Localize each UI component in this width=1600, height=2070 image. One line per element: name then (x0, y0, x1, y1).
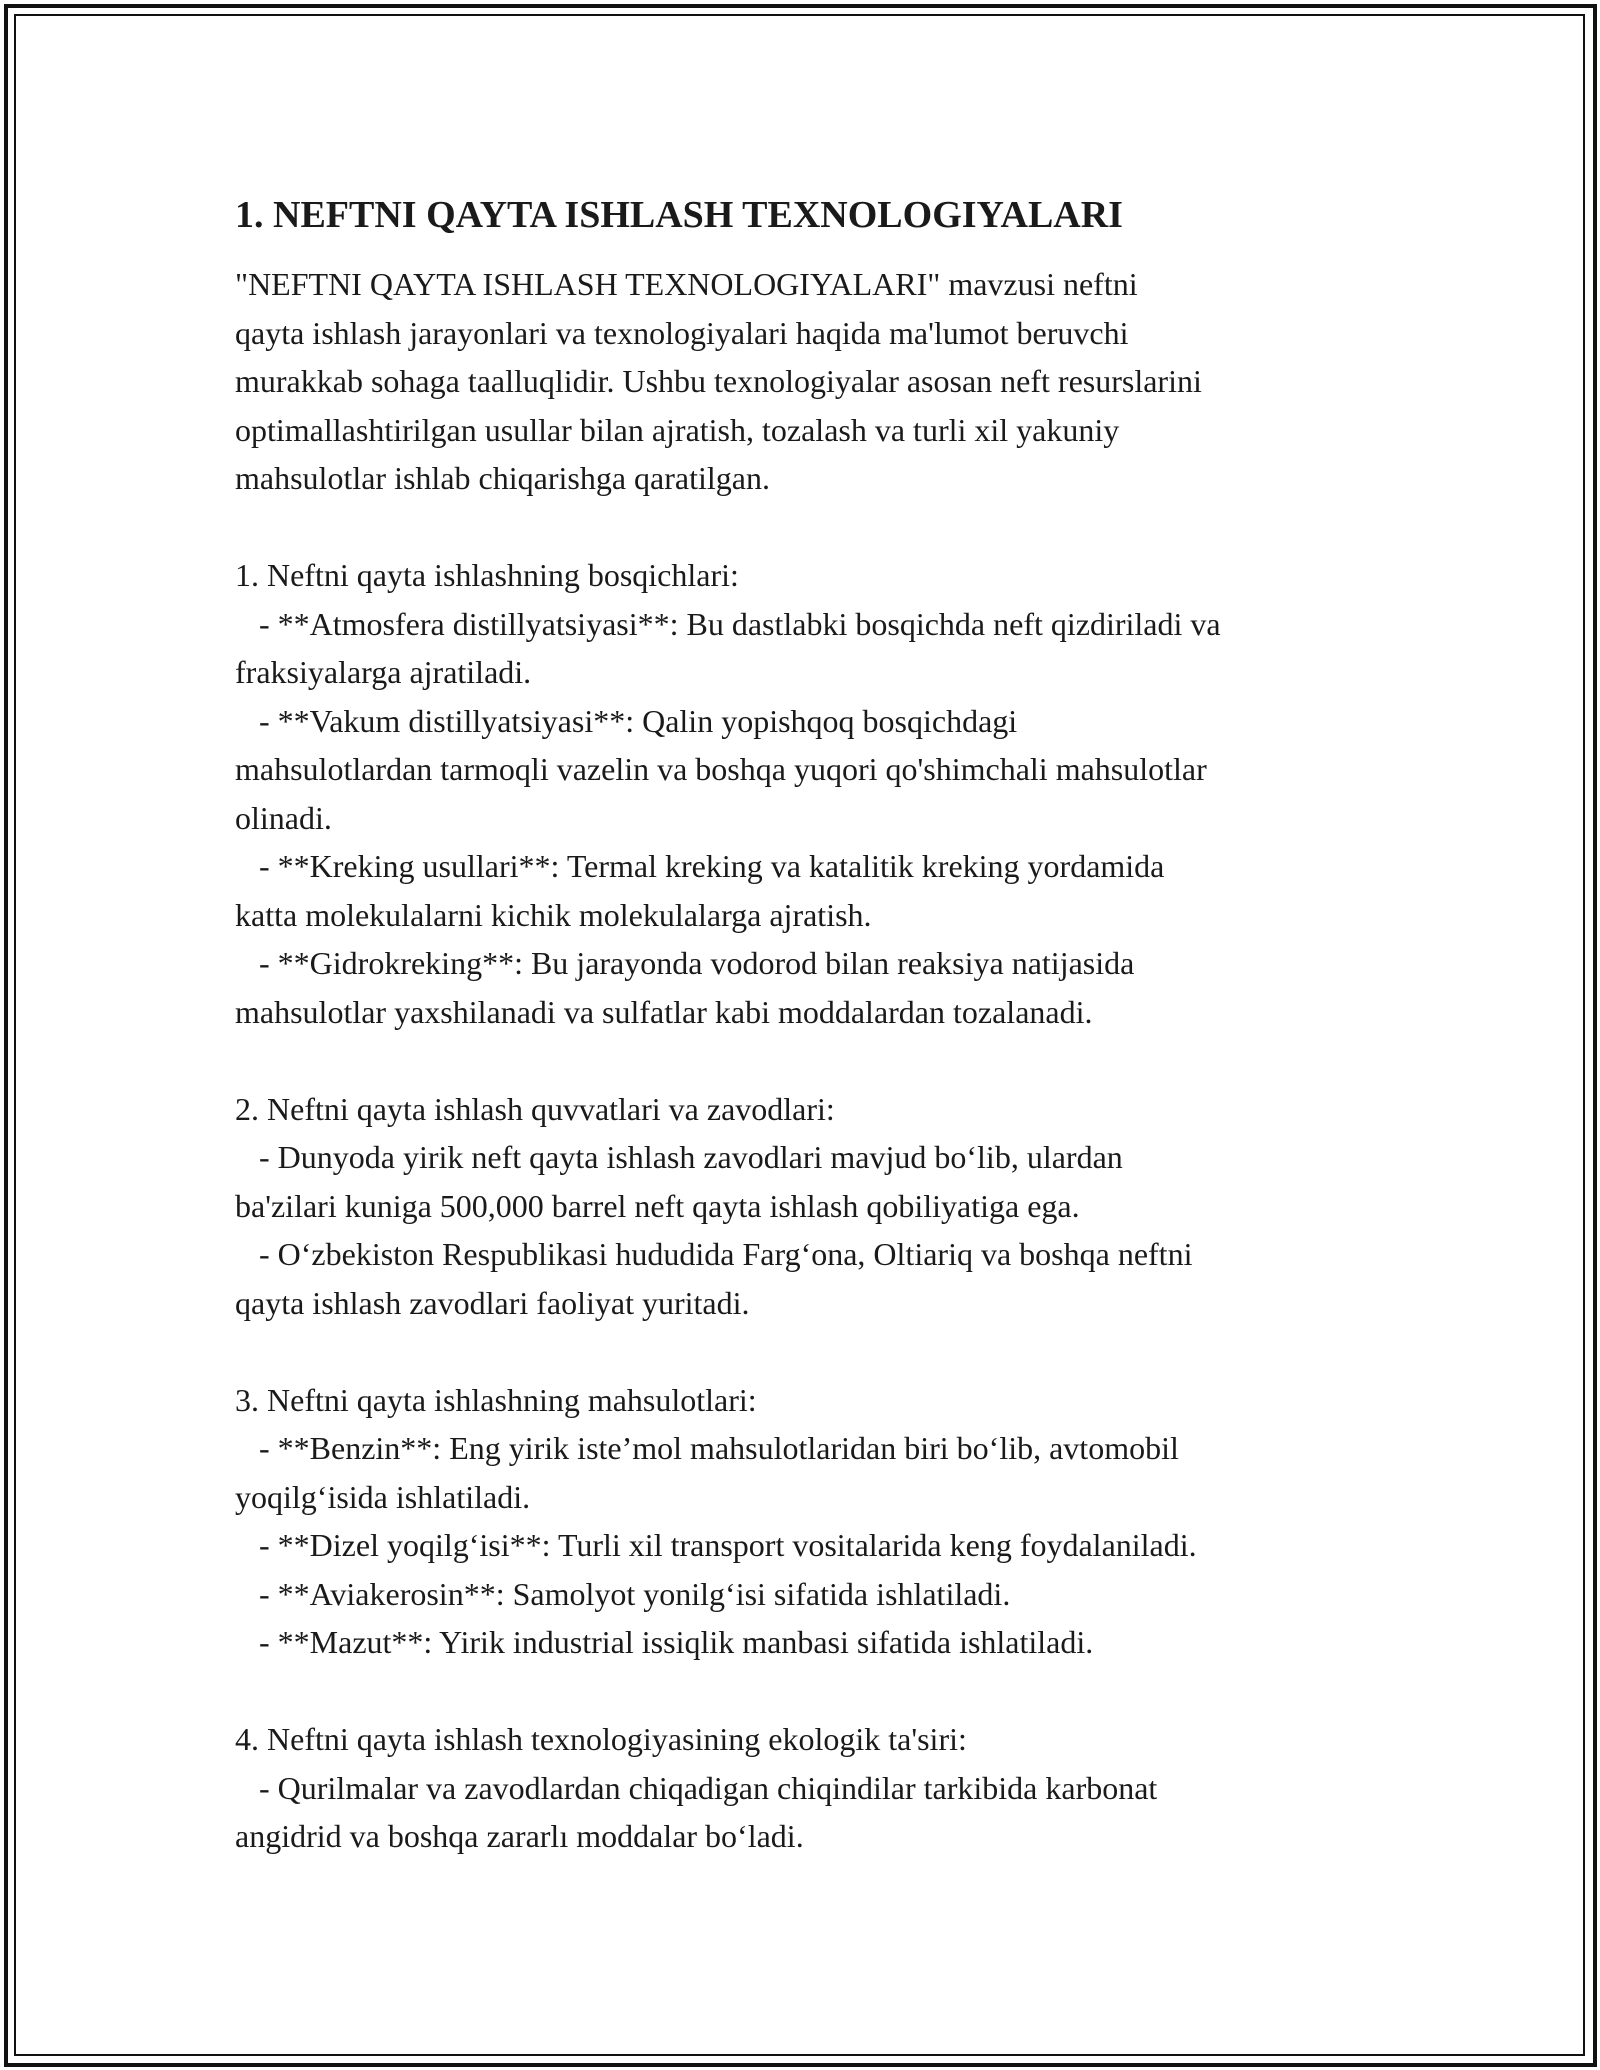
section-heading: 2. Neftni qayta ishlash quvvatlari va zavodlari: (235, 1090, 835, 1127)
spacer (235, 1667, 1385, 1716)
section-1 (235, 551, 1385, 1036)
bullet-item: - **Benzin**: Eng yirik iste’mol mahsulotlaridan biri bo‘lib, avtomobil yoqilg‘isida ishlatiladi. (235, 1430, 1179, 1515)
bullet-item: - Dunyoda yirik neft qayta ishlash zavodlari mavjud bo‘lib, ulardan ba'zilari kuniga 500,000 barrel neft qayta ishlash qobiliyatiga ega. (235, 1139, 1123, 1224)
bullet-item: - Qurilmalar va zavodlardan chiqadigan chiqindilar tarkibida karbonat angidrid va boshqa zararlı moddalar bo‘ladi. (235, 1769, 1158, 1854)
bullet-item: - O‘zbekiston Respublikasi hududida Farg‘ona, Oltiariq va boshqa neftni qayta ishlash zavodlari faoliyat yuritadi. (235, 1236, 1193, 1321)
section-heading: 3. Neftni qayta ishlashning mahsulotlari: (235, 1381, 757, 1418)
document-body (235, 190, 1385, 1861)
section-heading: 1. Neftni qayta ishlashning bosqichlari: (235, 557, 739, 593)
document-title: 1. NEFTNI QAYTA ISHLASH TEXNOLOGIYALARI (235, 194, 1123, 236)
bullet-item: - **Dizel yoqilg‘isi**: Turli xil transport vositalarida keng foydalaniladi. (235, 1527, 1197, 1563)
bullet-item: - **Gidrokreking**: Bu jarayonda vodorod bilan reaksiya natijasida mahsulotlar yaxshilanadi va sulfatlar kabi moddalardan tozalanadi. (235, 945, 1135, 1030)
spacer (235, 503, 1385, 552)
bullet-item: - **Vakum distillyatsiyasi**: Qalin yopishqoq bosqichdagi mahsulotlardan tarmoqli vazelin va boshqa yuqori qo'shimchali mahsulotlar olinadi. (235, 702, 1207, 836)
section-3 (235, 1376, 1385, 1667)
section-2 (235, 1085, 1385, 1328)
bullet-item: - **Atmosfera distillyatsiyasi**: Bu dastlabki bosqichda neft qizdiriladi va fraksiyalarga ajratiladi. (235, 605, 1221, 690)
spacer (235, 1327, 1385, 1376)
section-heading: 4. Neftni qayta ishlash texnologiyasining ekologik ta'siri: (235, 1721, 967, 1757)
spacer (235, 1036, 1385, 1085)
bullet-item: - **Aviakerosin**: Samolyot yonilg‘isi sifatida ishlatiladi. (235, 1575, 1011, 1612)
section-4 (235, 1715, 1385, 1861)
bullet-item: - **Kreking usullari**: Termal kreking va katalitik kreking yordamida katta molekulalarni kichik molekulalarga ajratish. (235, 848, 1165, 933)
intro-paragraph: "NEFTNI QAYTA ISHLASH TEXNOLOGIYALARI" mavzusi neftni qayta ishlash jarayonlari va texnologiyalari haqida ma'lumot beruvchi murakkab sohaga taalluqlidir. Ushbu texnologiyalar asosan neft resurslarini optimallashtirilgan usullar bilan ajratish, tozalash va turli xil yakuniy mahsulotlar ishlab chiqarishga qaratilgan. (235, 266, 1202, 496)
bullet-item: - **Mazut**: Yirik industrial issiqlik manbasi sifatida ishlatiladi. (235, 1624, 1094, 1660)
